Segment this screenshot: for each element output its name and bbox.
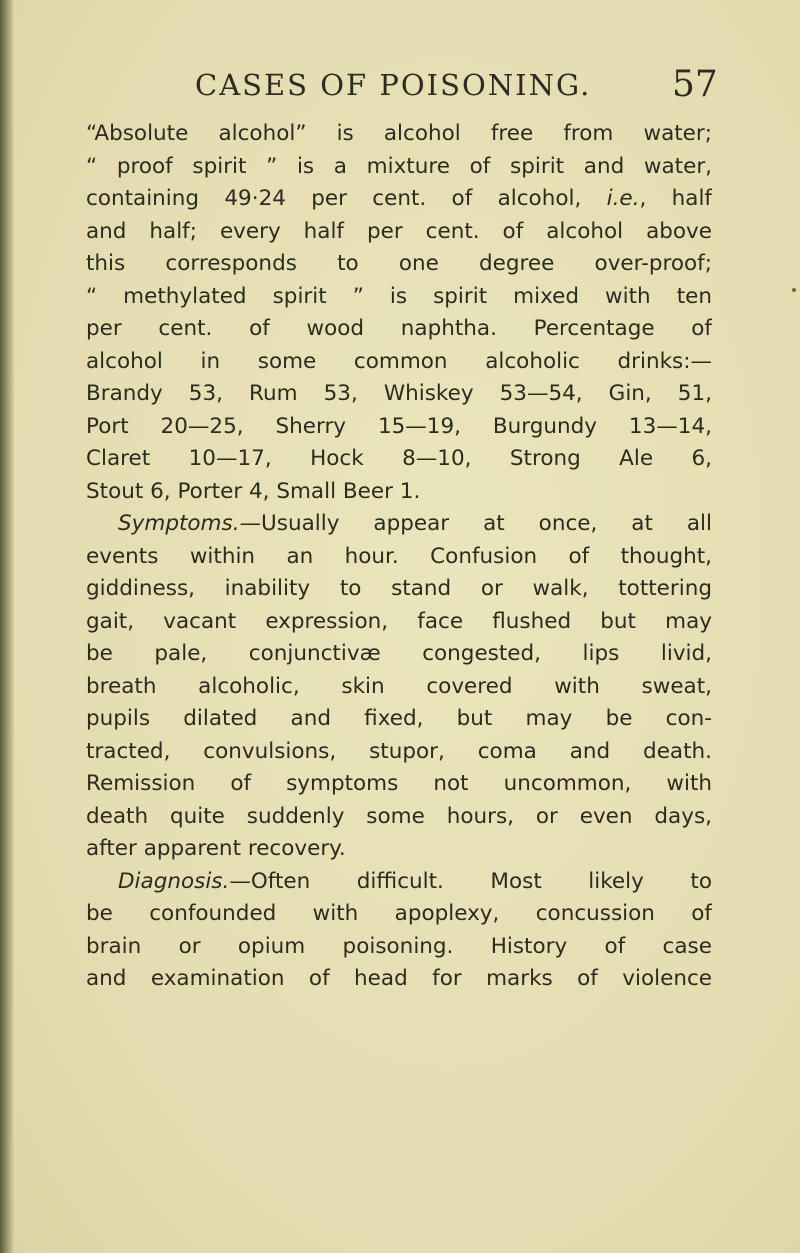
text-line: and examination of head for marks of violence: [86, 966, 712, 991]
text-line: Stout 6, Porter 4, Small Beer 1.: [86, 478, 421, 504]
text-line: Diagnosis.—Often difficult. Most likely to: [118, 868, 712, 894]
text-line: death quite suddenly some hours, or even days,: [86, 803, 712, 829]
page-gutter-shadow: [0, 0, 14, 1253]
text-line: Brandy 53, Rum 53, Whiskey 53—54, Gin, 51,: [86, 381, 712, 406]
text-line: per cent. of wood naphtha. Percentage of: [86, 316, 712, 341]
text-line: tracted, convulsions, stupor, coma and death.: [86, 738, 712, 764]
text-line: containing 49·24 per cent. of alcohol, i.e., half: [86, 186, 712, 211]
text-line: events within an hour. Confusion of thought,: [86, 543, 712, 569]
text-line: “ proof spirit ” is a mixture of spirit and water,: [86, 153, 712, 179]
text-line: giddiness, inability to stand or walk, tottering: [86, 576, 712, 601]
text-line: Port 20—25, Sherry 15—19, Burgundy 13—14,: [86, 413, 712, 439]
running-head: CASES OF POISONING.: [195, 68, 592, 102]
section-heading-diagnosis: Diagnosis.: [118, 868, 230, 894]
text-line: “ methylated spirit ” is spirit mixed with ten: [86, 283, 712, 309]
text-line: brain or opium poisoning. History of case: [86, 933, 712, 959]
page-header: [0, 64, 800, 108]
text-line: breath alcoholic, skin covered with sweat,: [86, 673, 712, 699]
text-line: pupils dilated and fixed, but may be con-: [86, 706, 712, 731]
page-number: 57: [672, 64, 718, 105]
text-line: Remission of symptoms not uncommon, with: [86, 771, 712, 796]
body-text: [86, 118, 712, 996]
text-line: be pale, conjunctivæ congested, lips livid,: [86, 641, 712, 666]
margin-mark: [792, 288, 796, 292]
text-line: “Absolute alcohol” is alcohol free from water;: [86, 121, 712, 146]
text-line: and half; every half per cent. of alcohol above: [86, 218, 712, 244]
text-line: be confounded with apoplexy, concussion of: [86, 901, 712, 926]
text-line: after apparent recovery.: [86, 836, 346, 861]
section-heading-symptoms: Symptoms.: [118, 511, 240, 536]
text-line: Claret 10—17, Hock 8—10, Strong Ale 6,: [86, 446, 712, 471]
text-line: alcohol in some common alcoholic drinks:—: [86, 348, 712, 374]
text-line: gait, vacant expression, face flushed but may: [86, 608, 712, 634]
text-line: Symptoms.—Usually appear at once, at all: [118, 511, 712, 536]
text-line: this corresponds to one degree over-proof;: [86, 251, 712, 276]
italic-abbreviation: i.e.: [606, 186, 640, 211]
